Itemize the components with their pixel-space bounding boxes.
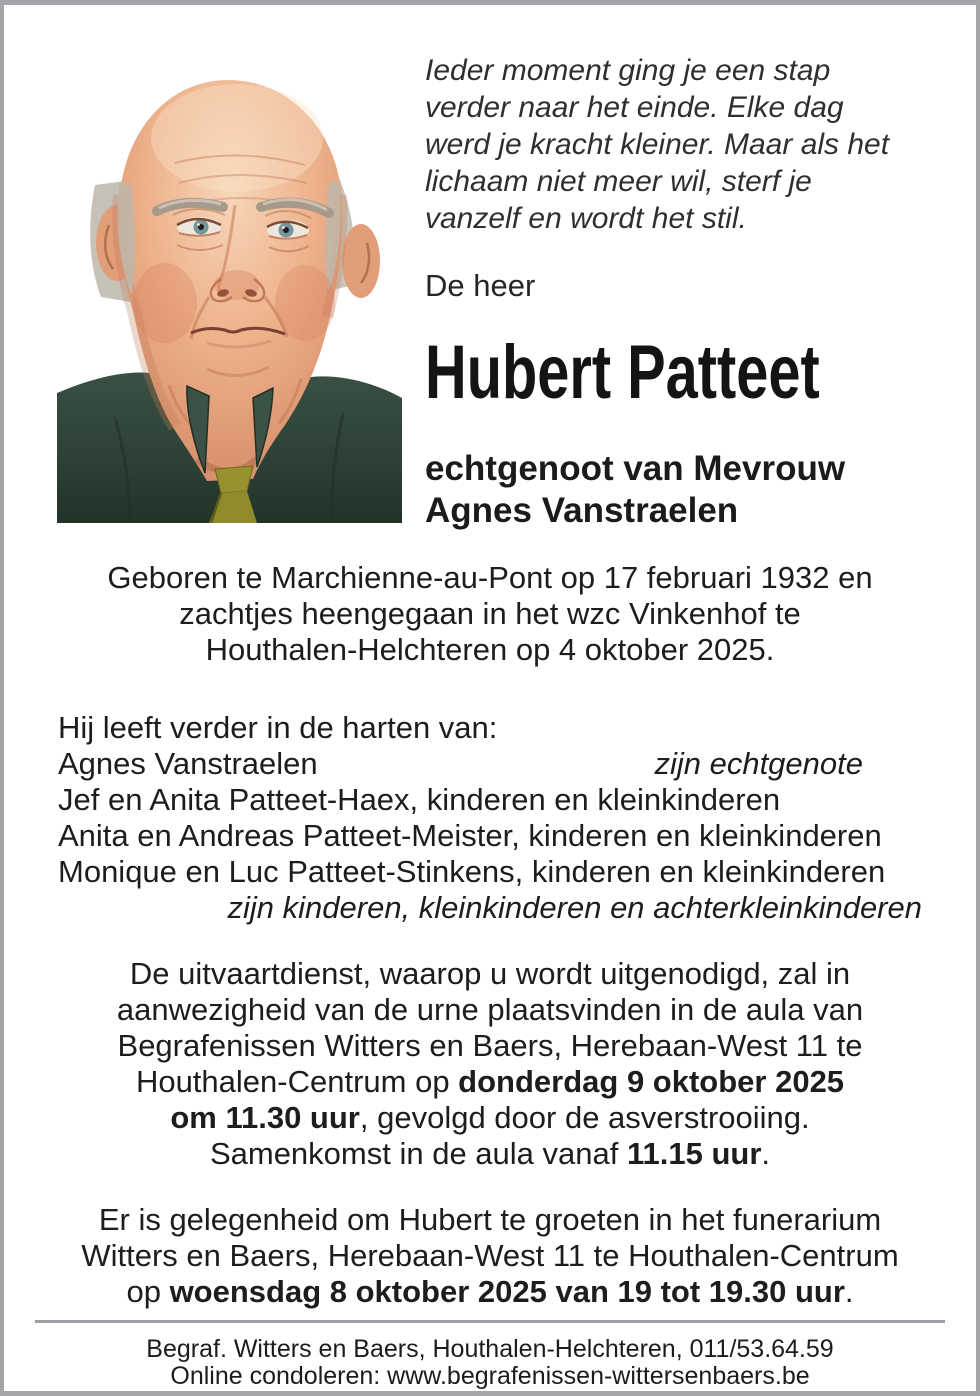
visitation-line: Er is gelegenheid om Hubert te groeten in het funerarium — [98, 1202, 882, 1237]
funeral-home-info: Begraf. Witters en Baers, Houthalen-Helchteren, 011/53.64.59 — [146, 1335, 834, 1363]
service-line: aanwezigheid van de urne plaatsvinden in de aula van — [116, 992, 864, 1027]
funeral-home-footer — [4, 1336, 976, 1390]
survivor-name: Agnes Vanstraelen — [58, 746, 318, 781]
birth-death-line: Geboren te Marchienne-au-Pont op 17 februari 1932 en — [107, 560, 873, 595]
service-date: donderdag 9 oktober 2025 — [458, 1064, 845, 1099]
visitation-line: Witters en Baers, Herebaan-West 11 te Houthalen-Centrum — [81, 1238, 899, 1273]
survivors-closing: zijn kinderen, kleinkinderen en achterkleinkinderen — [227, 890, 922, 925]
spouse-name: Agnes Vanstraelen — [425, 491, 739, 530]
service-text: . — [761, 1136, 771, 1171]
poem-line: vanzelf en wordt het stil. — [425, 202, 747, 235]
survivor-row: Jef en Anita Patteet-Haex, kinderen en kleinkinderen — [58, 782, 781, 817]
survivor-row: Monique en Luc Patteet-Stinkens, kinderen en kleinkinderen — [58, 854, 886, 889]
service-text: , gevolgd door de asverstrooiing. — [359, 1100, 810, 1135]
service-line — [4, 1136, 976, 1172]
visitation-date: woensdag 8 oktober 2025 van 19 tot 19.30 uur — [169, 1274, 845, 1309]
service-paragraph — [4, 956, 976, 1172]
survivors-list — [58, 710, 922, 926]
salutation: De heer — [425, 268, 536, 303]
survivors-intro: Hij leeft verder in de harten van: — [58, 710, 498, 745]
service-text: Samenkomst in de aula vanaf — [209, 1136, 627, 1171]
service-line — [4, 1064, 976, 1100]
service-text: Houthalen-Centrum op — [135, 1064, 459, 1099]
spouse-block — [425, 448, 845, 532]
poem-line: verder naar het einde. Elke dag — [425, 91, 844, 124]
spouse-prefix: echtgenoot van Mevrouw — [425, 449, 846, 488]
survivor-row: Anita en Andreas Patteet-Meister, kinderen en kleinkinderen — [58, 818, 882, 853]
birth-death-paragraph — [4, 560, 976, 668]
visitation-text: . — [844, 1274, 854, 1309]
memorial-poem — [425, 52, 889, 237]
service-line: De uitvaartdienst, waarop u wordt uitgenodigd, zal in — [129, 956, 851, 991]
footer-divider — [35, 1320, 945, 1323]
survivor-relation: zijn echtgenote — [654, 746, 863, 781]
birth-death-line: Houthalen-Helchteren op 4 oktober 2025. — [205, 632, 775, 667]
poem-line: werd je kracht kleiner. Maar als het — [425, 128, 890, 161]
poem-line: Ieder moment ging je een stap — [425, 54, 831, 87]
service-line: Begrafenissen Witters en Baers, Herebaan-West 11 te — [117, 1028, 863, 1063]
portrait-photo — [57, 35, 402, 523]
survivor-row — [58, 746, 922, 782]
portrait-illustration — [57, 35, 402, 523]
visitation-paragraph — [4, 1202, 976, 1310]
deceased-name: Hubert Patteet — [425, 330, 820, 415]
visitation-line — [4, 1274, 976, 1310]
service-time: om 11.30 uur — [170, 1100, 360, 1135]
condolence-url: Online condoleren: www.begrafenissen-wittersenbaers.be — [170, 1362, 810, 1390]
poem-line: lichaam niet meer wil, sterf je — [425, 165, 812, 198]
birth-death-line: zachtjes heengegaan in het wzc Vinkenhof te — [179, 596, 801, 631]
gathering-time: 11.15 uur — [626, 1136, 762, 1171]
visitation-text: op — [126, 1274, 170, 1309]
service-line — [4, 1100, 976, 1136]
